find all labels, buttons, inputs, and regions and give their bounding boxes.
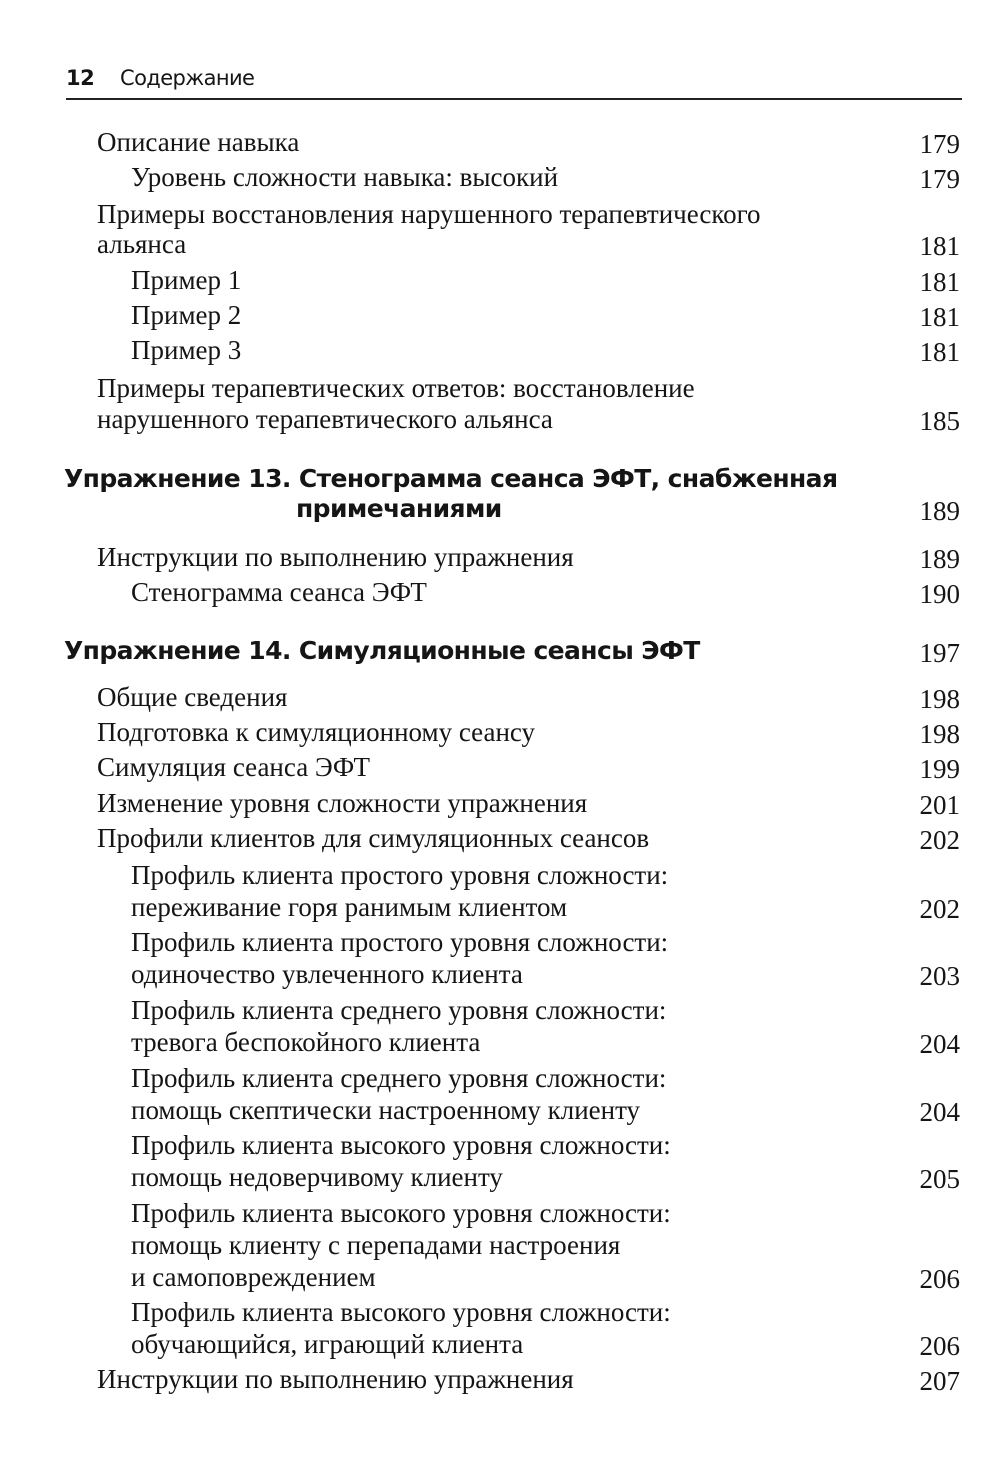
toc-entry-page: 198 — [919, 719, 960, 749]
toc-chapter-title-line2: примечаниями — [296, 494, 502, 523]
toc-entry-title-line2: одиночество увлеченного клиента — [131, 959, 523, 989]
toc-entry-title-line3: и самоповреждением — [131, 1262, 376, 1292]
toc-entry-title: Симуляция сеанса ЭФТ — [97, 752, 371, 782]
toc-entry-page: 205 — [919, 1164, 960, 1194]
toc-entry-page: 204 — [919, 1029, 960, 1059]
toc-entry-page: 190 — [919, 579, 960, 609]
toc-entry-page: 198 — [919, 684, 960, 714]
toc-entry-title-line1: Примеры восстановления нарушенного терапевтического — [97, 199, 761, 229]
toc-entry-page: 207 — [919, 1366, 960, 1396]
running-title: Содержание — [120, 66, 255, 90]
toc-entry-page: 179 — [919, 164, 960, 194]
toc-entry-title-line2: помощь клиенту с перепадами настроения — [131, 1230, 621, 1260]
toc-chapter-page: 197 — [919, 638, 960, 668]
toc-entry-title-line1: Профиль клиента среднего уровня сложности: — [131, 995, 667, 1025]
toc-entry-title: Пример 1 — [131, 265, 242, 295]
toc-entry-title-line1: Профиль клиента высокого уровня сложности: — [131, 1130, 671, 1160]
toc-entry-title: Уровень сложности навыка: высокий — [131, 162, 559, 192]
toc-entry-title: Профили клиентов для симуляционных сеансов — [97, 823, 650, 853]
toc-entry-title: Инструкции по выполнению упражнения — [97, 1364, 574, 1394]
toc-entry-page: 179 — [919, 129, 960, 159]
toc-entry-title-line1: Примеры терапевтических ответов: восстановление — [97, 373, 695, 403]
toc-entry-page: 201 — [919, 790, 960, 820]
toc-entry-title: Изменение уровня сложности упражнения — [97, 788, 588, 818]
toc-entry-title: Описание навыка — [97, 127, 300, 157]
page-header — [66, 64, 962, 100]
toc-entry-title: Стенограмма сеанса ЭФТ — [131, 577, 427, 607]
toc-entry-page: 199 — [919, 754, 960, 784]
toc-entry-title: Общие сведения — [97, 682, 288, 712]
toc-entry-title: Пример 2 — [131, 300, 242, 330]
toc-entry-title-line1: Профиль клиента высокого уровня сложности: — [131, 1198, 671, 1228]
toc-entry-page: 202 — [919, 894, 960, 924]
toc-entry-page: 181 — [919, 231, 960, 261]
toc-entry-page: 185 — [919, 406, 960, 436]
toc-entry-page: 206 — [919, 1331, 960, 1361]
toc-entry-page: 206 — [919, 1264, 960, 1294]
toc-entry-title: Подготовка к симуляционному сеансу — [97, 717, 536, 747]
toc-entry-title-line2: помощь скептически настроенному клиенту — [131, 1095, 641, 1125]
toc-entry-page: 181 — [919, 302, 960, 332]
toc-entry-page: 202 — [919, 825, 960, 855]
toc-entry-page: 189 — [919, 544, 960, 574]
toc-entry-title-line2: переживание горя ранимым клиентом — [131, 892, 568, 922]
toc-entry-title-line1: Профиль клиента простого уровня сложности: — [131, 860, 669, 890]
toc-entry-page: 181 — [919, 337, 960, 367]
toc-entry-title-line1: Профиль клиента простого уровня сложности: — [131, 927, 669, 957]
toc-entry-title-line2: нарушенного терапевтического альянса — [97, 404, 553, 434]
toc-entry-title-line2: обучающийся, играющий клиента — [131, 1329, 524, 1359]
toc-chapter-title: Упражнение 14. Симуляционные сеансы ЭФТ — [64, 636, 700, 665]
toc-entry-page: 181 — [919, 267, 960, 297]
toc-entry-page: 204 — [919, 1097, 960, 1127]
toc-chapter-title-line1: Упражнение 13. Стенограмма сеанса ЭФТ, снабженная — [64, 464, 838, 493]
toc-entry-title-line2: альянса — [97, 229, 187, 259]
toc-entry-title-line1: Профиль клиента высокого уровня сложности: — [131, 1297, 671, 1327]
toc-entry-page: 203 — [919, 961, 960, 991]
toc-entry-title: Пример 3 — [131, 335, 242, 365]
toc-entry-title-line1: Профиль клиента среднего уровня сложности: — [131, 1063, 667, 1093]
toc-entry-title: Инструкции по выполнению упражнения — [97, 542, 574, 572]
page-number: 12 — [66, 66, 95, 90]
toc-chapter-page: 189 — [919, 496, 960, 526]
toc-entry-title-line2: помощь недоверчивому клиенту — [131, 1162, 503, 1192]
toc-entry-title-line2: тревога беспокойного клиента — [131, 1027, 481, 1057]
